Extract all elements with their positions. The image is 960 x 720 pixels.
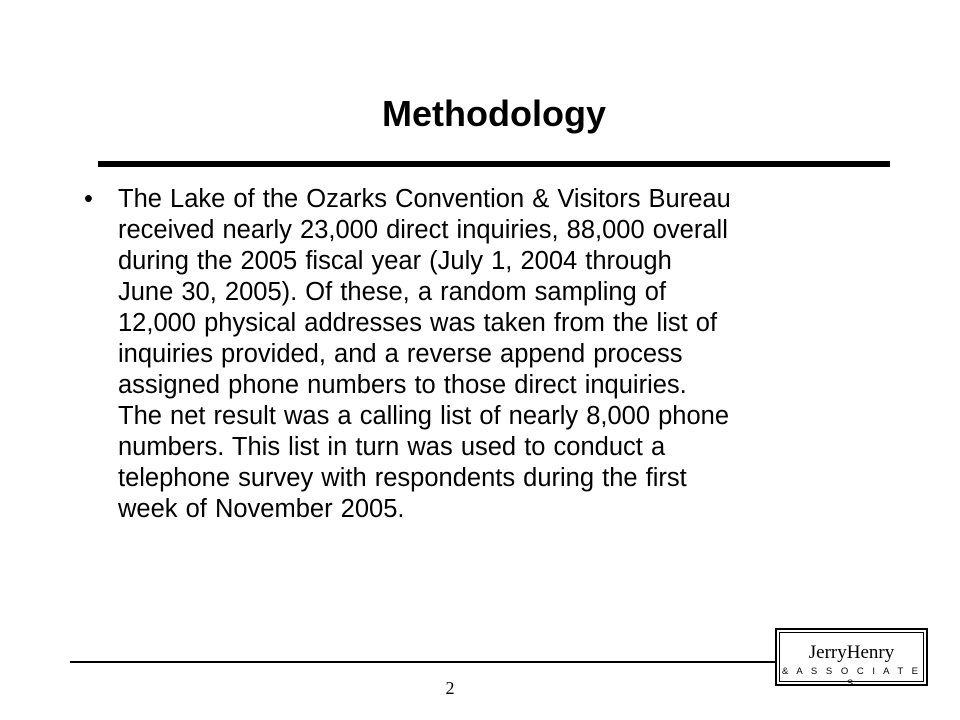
bullet-line: The net result was a calling list of nearly 8,000 phone — [118, 402, 730, 430]
company-logo — [775, 628, 928, 689]
bullet-line: telephone survey with respondents during the first — [118, 464, 687, 492]
bullet-marker: • — [84, 185, 93, 213]
company-logo-subtitle: & A S S O C I A T E S — [781, 666, 922, 689]
company-logo-frame — [779, 632, 924, 689]
slide-title: Methodology — [382, 93, 606, 134]
bullet-item — [80, 184, 900, 525]
bullet-line: The Lake of the Ozarks Convention & Visitors Bureau — [118, 185, 731, 213]
footer-divider — [70, 661, 776, 663]
bullet-list — [80, 184, 900, 525]
bullet-line: during the 2005 fiscal year (July 1, 2004 through — [118, 247, 672, 275]
bullet-line: inquiries provided, and a reverse append process — [118, 340, 683, 368]
bullet-line: received nearly 23,000 direct inquiries, 88,000 overall — [118, 216, 728, 244]
title-divider — [98, 161, 890, 167]
bullet-line: 12,000 physical addresses was taken from the list of — [118, 309, 718, 337]
bullet-line: assigned phone numbers to those direct inquiries. — [118, 371, 687, 399]
company-logo-name: JerryHenry — [808, 642, 895, 663]
page-number: 2 — [445, 678, 455, 698]
bullet-line: June 30, 2005). Of these, a random sampling of — [118, 278, 667, 306]
bullet-line: numbers. This list in turn was used to conduct a — [118, 433, 666, 461]
bullet-line: week of November 2005. — [118, 495, 405, 523]
